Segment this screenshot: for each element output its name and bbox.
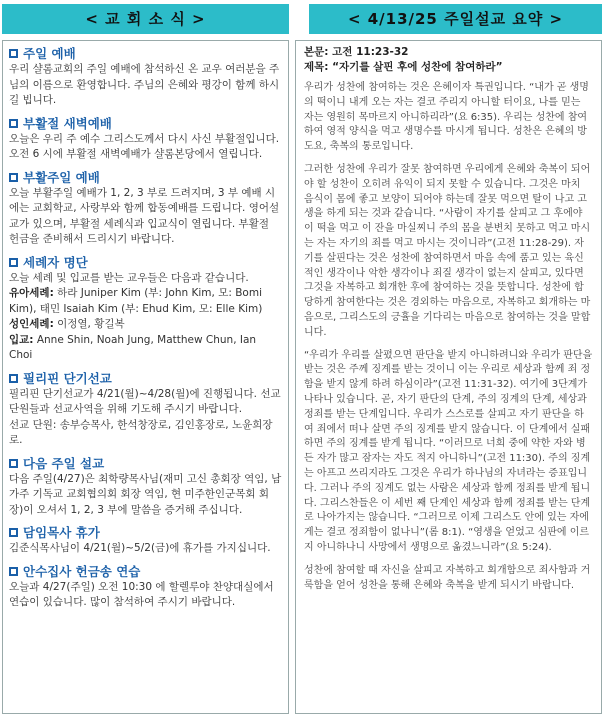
- sermon-paragraph: 성찬에 참여할 때 자신을 살피고 자복하고 회개함으로 죄사함과 거룩함을 얻어 성찬을 통해 은혜와 축복을 받게 되시기 바랍니다.: [304, 564, 591, 591]
- section-title: 세례자 명단: [23, 254, 88, 270]
- church-news-header: < 교 회 소 식 >: [2, 4, 289, 34]
- section-title: 담임목사 휴가: [23, 525, 100, 540]
- section-text: 다음 주일(4/27)은 최학량목사님(재미 고신 총회장 역임, 남가주 기독교 교회협의회 회장 역임, 현 미주한인군목회 회장)이 오셔서 1, 2, 3 부에 말씀을 증거해 주십니다.: [9, 472, 282, 516]
- section-text: 오늘 부활주일 예배가 1, 2, 3 부로 드려지며, 3 부 예배 시에는 교회학교, 사랑부와 함께 합동예배를 드립니다. 영어설교가 있으며, 부활절 세례식과 입교식이 열립니다. 부활절 헌금을 준비해서 드리시기 바랍니다.: [9, 186, 280, 245]
- section-title: 필리핀 단기선교: [23, 370, 112, 386]
- section-text: 오늘은 우리 주 예수 그리스도께서 다시 사신 부활절입니다. 오전 6 시에 부활절 새벽예배가 샬롬본당에서 열립니다.: [9, 132, 280, 160]
- section-title: 안수집사 헌금송 연습: [23, 563, 141, 579]
- sermon-summary-header: < 4/13/25 주일설교 요약 >: [309, 4, 602, 34]
- entry-label: 입교:: [9, 333, 34, 346]
- square-bullet-icon: [9, 173, 18, 182]
- section-text: 오늘 세례 및 입교를 받는 교우들은 다음과 같습니다.: [9, 271, 249, 284]
- square-bullet-icon: [9, 567, 18, 576]
- sermon-column: [295, 40, 602, 714]
- entry-text: 하라 Juniper Kim (부: John Kim, 모: Bomi Kim), 태민 Isaiah Kim (부: Ehud Kim, 모: Elle Kim): [9, 287, 263, 315]
- news-section-worship: [9, 45, 282, 109]
- adult-baptism-entry: [9, 317, 282, 333]
- square-bullet-icon: [9, 258, 18, 267]
- section-text: 오늘과 4/27(주일) 오전 10:30 에 할렐루야 찬양대실에서 연습이 있습니다. 많이 참석하여 주시기 바랍니다.: [9, 580, 274, 608]
- sermon-paragraph: “우리가 우리를 살폈으면 판단을 받지 아니하려니와 우리가 판단을 받는 것은 주께 징계를 받는 것이니 이는 우리로 세상과 함께 죄 정함을 받지 않게 하려 하심이라”(고전 11:31-32). 여기에 3단계가 나타나 있습니다. 곧, 자기 판단의 단계, 주의 징계의 단계, 세상과 정죄를 받는 단계입니다. 우리가 스스로를 살피고 자기 판단을 하여 죄에서 떠나 살면 주의 징계를 받지 않습니다. 이 단계에서 실패하면 주의 징계를 받게 됩니다. “이러므로 너희 중에 약한 자와 병든 자가 많고 잠자는 자도 적지 아니하니”(고전 11:30). 주의 징계는 아프고 쓰리지라도 그것은 우리가 하나님의 자녀라는 증표입니다. 그러나 주의 징계도 없는 사람은 세상과 함께 정죄를 받게 됩니다. 그리스찬들은 이 세번 째 단계인 세상과 함께 정죄를 받는 단계로 나아가지는 않습니다. “그러므로 이제 그리스도 안에 있는 자에게는 결코 정죄함이 없나니”(롬 8:1). “영생을 얻었고 심판에 이르지 아니하나니 사망에서 생명으로 옮겼느니라”(요 5:24).: [304, 349, 593, 553]
- square-bullet-icon: [9, 528, 18, 537]
- square-bullet-icon: [9, 374, 18, 383]
- section-title: 다음 주일 설교: [23, 455, 105, 471]
- news-section-easter-worship: [9, 169, 282, 248]
- church-news-column: [2, 40, 289, 714]
- entry-text: 이정열, 황길복: [53, 318, 125, 330]
- entry-label: 성인세례:: [9, 318, 54, 330]
- square-bullet-icon: [9, 49, 18, 58]
- section-title: 부활주일 예배: [23, 169, 100, 185]
- sermon-paragraph: 그러한 성찬에 우리가 잘못 참여하면 우리에게 은혜와 축복이 되어야 할 성찬이 오히려 유익이 되지 못할 수 있습니다. 그것은 마치 음식이 몸에 좋고 보양이 되어야 하는데 잘못 먹으면 탈이 나고 고생을 하게 되는 것과 같습니다. “사람이 자기를 살피고 그 후에야 이 떡을 먹고 이 잔을 마실찌니 주의 몸을 분변치 못하고 먹고 마시는 자는 자기의 죄를 먹고 마시는 것이니라”(고전 11:28-29). 자기를 살핀다는 것은 성찬에 참여하면서 마음 속에 품고 있는 육신적인 생각이나 악한 생각이나 죄질 생각이 없는지 살피고, 있다면 그것을 자복하고 회개한 후에 참여하는 것을 뜻합니다. 성찬에 합당하게 참여한다는 것은 경외하는 마음으로, 자복하고 회개하는 마음으로, 그리스도의 긍휼을 기다리는 마음으로 참여하는 것을 말합니다.: [304, 163, 591, 338]
- confirmation-entry: [9, 333, 282, 364]
- section-text: 우리 샬롬교회의 주일 예배에 참석하신 온 교우 여러분을 주님의 이름으로 환영합니다. 주님의 은혜와 평강이 함께 하시길 빕니다.: [9, 63, 280, 106]
- entry-text: Anne Shin, Noah Jung, Matthew Chun, Ian Choi: [9, 333, 257, 361]
- section-text: 김준식목사님이 4/21(월)~5/2(금)에 휴가를 가지십니다.: [9, 542, 271, 554]
- square-bullet-icon: [9, 119, 18, 128]
- news-section-mission-trip: [9, 370, 282, 449]
- news-section-next-sermon: [9, 455, 282, 519]
- section-text: 필리핀 단기선교가 4/21(월)~4/28(월)에 진행됩니다. 선교단원들과 선교사역을 위해 기도해 주시기 바랍니다.: [9, 387, 281, 415]
- infant-baptism-entry: [9, 286, 282, 317]
- news-section-pastor-vacation: [9, 524, 282, 557]
- sermon-title: 제목: “자기를 살핀 후에 성찬에 참여하라”: [304, 61, 503, 73]
- square-bullet-icon: [9, 459, 18, 468]
- news-section-easter-dawn: [9, 115, 282, 163]
- sermon-scripture: 본문: 고전 11:23-32: [304, 46, 409, 58]
- entry-label: 유아세례:: [9, 287, 54, 299]
- news-section-deacon-practice: [9, 563, 282, 611]
- sermon-paragraph: 우리가 성찬에 참여하는 것은 은혜이자 특권입니다. “내가 곧 생명의 떡이니 내게 오는 자는 결코 주리지 아니할 터이요, 나를 믿는 자는 영원히 목마르지 아니하리라”(요 6:35). 우리는 성찬에 참여하여 영적 양식을 먹고 생명수를 마시게 됩니다. 성찬은 은혜의 방도요, 축복의 통로입니다.: [304, 82, 589, 153]
- section-text: 선교 단원: 송부승목사, 한석창장로, 김인홍장로, 노윤희장로.: [9, 418, 273, 446]
- news-section-baptism: [9, 254, 282, 364]
- section-title: 주일 예배: [23, 46, 76, 61]
- section-title: 부활절 새벽예배: [23, 115, 112, 131]
